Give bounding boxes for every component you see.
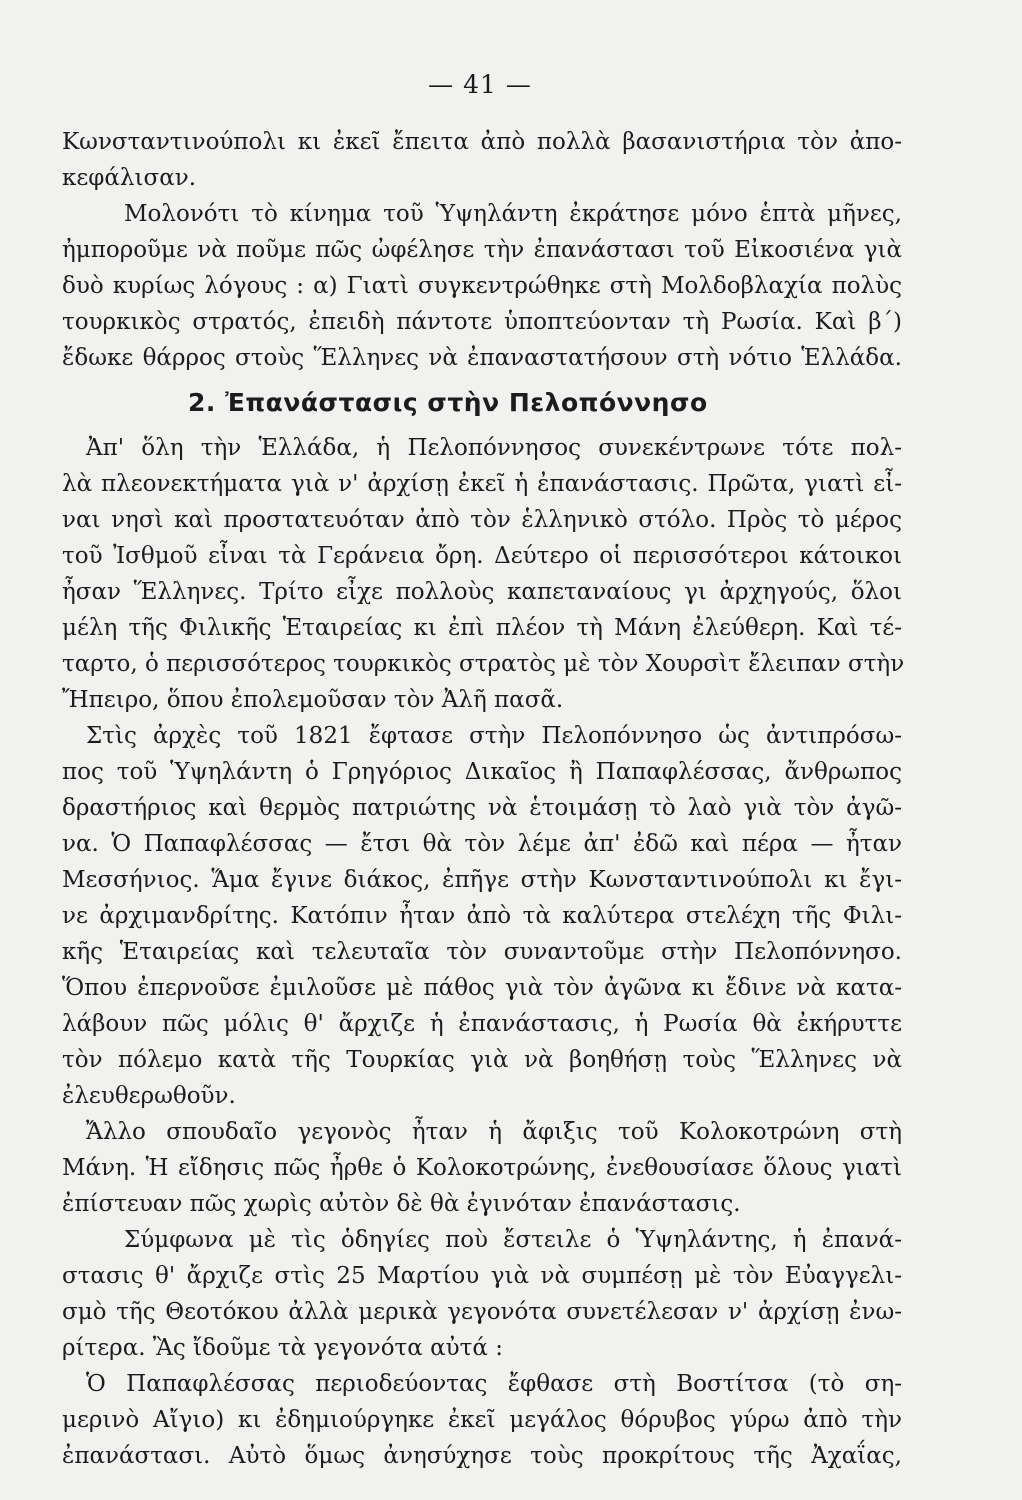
text-line: Μολονότι τὸ κίνημα τοῦ Ὑψηλάντη ἐκράτησε μόνο ἑπτὰ μῆνες, [124, 201, 902, 227]
text-line: λάβουν πῶς μόλις θ' ἄρχιζε ἡ ἐπανάστασις, ἡ Ρωσία θὰ ἐκήρυττε [62, 1011, 902, 1037]
text-line: κῆς Ἑταιρείας καὶ τελευταῖα τὸν συναντοῦμε στὴν Πελοπόννησο. [62, 939, 902, 965]
text-line: ἐπανάστασι. Αὐτὸ ὅμως ἀνησύχησε τοὺς προκρίτους τῆς Ἀχαΐας, [62, 1443, 902, 1469]
text-line: Ἤπειρο, ὅπου ἐπολεμοῦσαν τὸν Ἀλῆ πασᾶ. [62, 687, 564, 713]
intro-paragraphs [62, 124, 902, 376]
text-line: ἐλευθερωθοῦν. [62, 1083, 236, 1109]
text-line: ρίτερα. Ἂς ἴδοῦμε τὰ γεγονότα αὐτά : [62, 1335, 503, 1361]
text-line: στασις θ' ἄρχιζε στὶς 25 Μαρτίου γιὰ νὰ συμπέσῃ μὲ τὸν Εὐαγγελι- [62, 1263, 902, 1289]
text-line: δυὸ κυρίως λόγους : α) Γιατὶ συγκεντρώθηκε στὴ Μολδοβλαχία πολὺς [62, 273, 902, 299]
text-line: Κωνσταντινούπολι κι ἐκεῖ ἔπειτα ἀπὸ πολλὰ βασανιστήρια τὸν ἀπο- [62, 129, 902, 155]
body-paragraphs [62, 430, 905, 1474]
text-line: κεφάλισαν. [62, 165, 197, 191]
page-number: — 41 — [428, 70, 532, 99]
text-line: Στὶς ἀρχὲς τοῦ 1821 ἔφτασε στὴν Πελοπόννησο ὡς ἀντιπρόσω- [86, 723, 902, 749]
text-line: τουρκικὸς στρατός, ἐπειδὴ πάντοτε ὑποπτεύονταν τὴ Ρωσία. Καὶ β΄) [62, 309, 902, 335]
text-line: Μεσσήνιος. Ἅμα ἔγινε διάκος, ἐπῆγε στὴν Κωνσταντινούπολι κι ἔγι- [62, 867, 902, 893]
text-line: Ἄλλο σπουδαῖο γεγονὸς ἦταν ἡ ἄφιξις τοῦ Κολοκοτρώνη στὴ [86, 1119, 902, 1145]
text-line: Ὅπου ἐπερνοῦσε ἐμιλοῦσε μὲ πάθος γιὰ τὸν ἀγῶνα κι ἔδινε νὰ κατα- [62, 975, 902, 1001]
text-line: ἠμποροῦμε νὰ ποῦμε πῶς ὠφέλησε τὴν ἐπανάστασι τοῦ Εἰκοσιένα γιὰ [62, 237, 902, 263]
text-line: πος τοῦ Ὑψηλάντη ὁ Γρηγόριος Δικαῖος ἢ Παπαφλέσσας, ἄνθρωπος [62, 759, 902, 785]
text-line: τοῦ Ἰσθμοῦ εἶναι τὰ Γεράνεια ὄρη. Δεύτερο οἱ περισσότεροι κάτοικοι [62, 543, 902, 569]
text-line: Ἀπ' ὅλη τὴν Ἑλλάδα, ἡ Πελοπόννησος συνεκέντρωνε τότε πολ- [86, 435, 902, 461]
text-line: νε ἀρχιμανδρίτης. Κατόπιν ἦταν ἀπὸ τὰ καλύτερα στελέχη τῆς Φιλι- [62, 903, 902, 929]
section-heading: 2. Ἐπανάστασις στὴν Πελοπόννησο [188, 388, 708, 417]
text-line: ἦσαν Ἕλληνες. Τρίτο εἶχε πολλοὺς καπεταναίους γι ἀρχηγούς, ὅλοι [62, 579, 902, 605]
text-line: Ὁ Παπαφλέσσας περιοδεύοντας ἔφθασε στὴ Βοστίτσα (τὸ ση- [86, 1371, 902, 1397]
text-line: μέλη τῆς Φιλικῆς Ἑταιρείας κι ἐπὶ πλέον τὴ Μάνη ἐλεύθερη. Καὶ τέ- [62, 615, 902, 641]
text-line: δραστήριος καὶ θερμὸς πατριώτης νὰ ἑτοιμάσῃ τὸ λαὸ γιὰ τὸν ἀγῶ- [62, 795, 902, 821]
text-line: ταρτο, ὁ περισσότερος τουρκικὸς στρατὸς μὲ τὸν Χουρσὶτ ἔλειπαν στὴν [62, 651, 905, 677]
text-line: σμὸ τῆς Θεοτόκου ἀλλὰ μερικὰ γεγονότα συνετέλεσαν ν' ἀρχίσῃ ἐνω- [62, 1299, 902, 1325]
text-line: λὰ πλεονεκτήματα γιὰ ν' ἀρχίσῃ ἐκεῖ ἡ ἐπανάστασις. Πρῶτα, γιατὶ εἶ- [62, 471, 902, 497]
text-line: Μάνη. Ἡ εἴδησις πῶς ἦρθε ὁ Κολοκοτρώνης, ἐνεθουσίασε ὅλους γιατὶ [62, 1155, 902, 1181]
text-line: Σύμφωνα μὲ τὶς ὁδηγίες ποὺ ἔστειλε ὁ Ὑψηλάντης, ἡ ἐπανά- [124, 1227, 902, 1253]
text-line: μερινὸ Αἴγιο) κι ἐδημιούργηκε ἐκεῖ μεγάλος θόρυβος γύρω ἀπὸ τὴν [62, 1407, 902, 1433]
text-line: να. Ὁ Παπαφλέσσας — ἔτσι θὰ τὸν λέμε ἀπ' ἐδῶ καὶ πέρα — ἦταν [62, 831, 902, 857]
text-line: ἔδωκε θάρρος στοὺς Ἕλληνες νὰ ἐπαναστατήσουν στὴ νότιο Ἑλλάδα. [62, 345, 902, 371]
text-line: ἐπίστευαν πῶς χωρὶς αὐτὸν δὲ θὰ ἐγινόταν ἐπανάστασις. [62, 1191, 741, 1217]
text-line: τὸν πόλεμο κατὰ τῆς Τουρκίας γιὰ νὰ βοηθήσῃ τοὺς Ἕλληνες νὰ [62, 1047, 902, 1073]
text-line: ναι νησὶ καὶ προστατευόταν ἀπὸ τὸν ἑλληνικὸ στόλο. Πρὸς τὸ μέρος [62, 507, 902, 533]
